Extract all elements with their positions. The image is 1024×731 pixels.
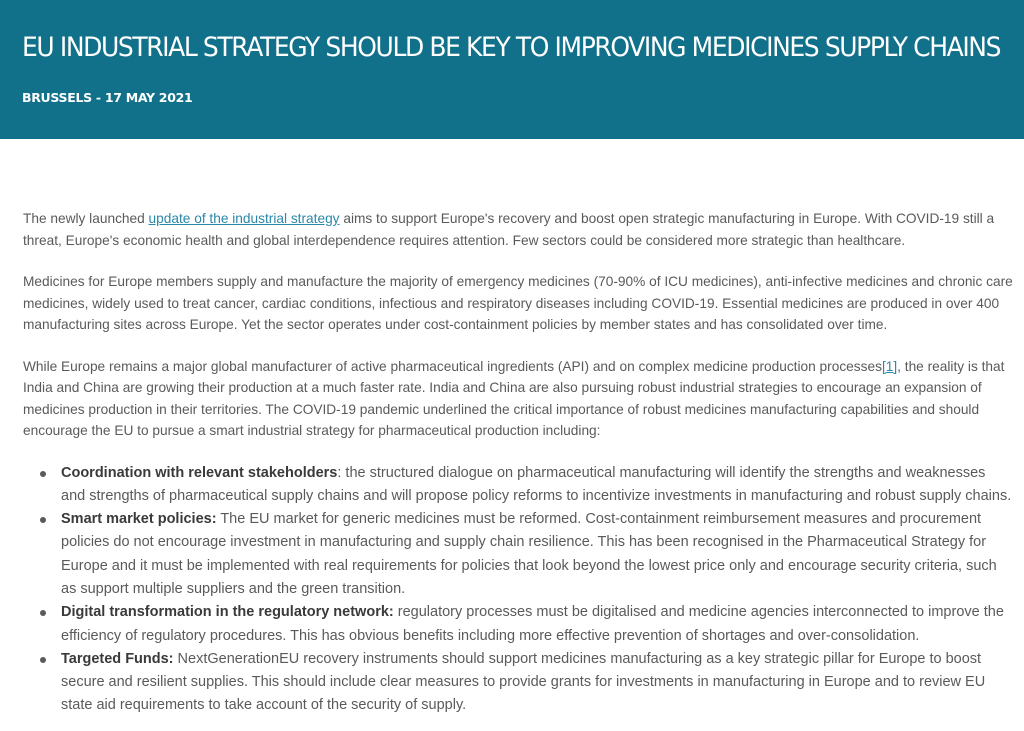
bullet-icon <box>40 610 46 616</box>
bullet-icon <box>40 657 46 663</box>
bullet-icon <box>40 471 46 477</box>
paragraph-members: Medicines for Europe members supply and manufacture the majority of emergency medicines (70-90% of ICU medicines), anti-infective medicines and chronic care medicines, widely used to treat cancer, cardiac conditions, infectious and respiratory diseases including COVID-19. Essential medicines are produced in over 400 manufacturing sites across Europe. Yet the sector operates under cost-containment policies by member states and has consolidated over time. <box>23 274 1013 332</box>
list-item: Smart market policies: The EU market for generic medicines must be reformed. Cost-containment reimbursement measures and procurement policies do not encourage investment in manufacturing and supply chain resilience. This has been recognised in the Pharmaceutical Strategy for Europe and it must be implemented with real requirements for policies that look beyond the lowest price only and encourage security criteria, such as support multiple suppliers and the green transition. <box>23 508 1013 601</box>
page-title: EU INDUSTRIAL STRATEGY SHOULD BE KEY TO IMPROVING MEDICINES SUPPLY CHAINS <box>22 30 1001 63</box>
paragraph-intro: The newly launched update of the industrial strategy aims to support Europe's recovery and boost open strategic manufacturing in Europe. With COVID-19 still a threat, Europe's economic health and global interdependence requires attention. Few sectors could be considered more strategic than healthcare. <box>23 211 995 248</box>
paragraph-api: While Europe remains a major global manufacturer of active pharmaceutical ingredients (API) and on complex medicine production processes[1], the reality is that India and China are growing their production at a much faster rate. India and China are also pursuing robust industrial strategies to encourage an expansion of medicines production in their territories. The COVID-19 pandemic underlined the critical importance of robust medicines manufacturing capabilities and should encourage the EU to pursue a smart industrial strategy for pharmaceutical production including: <box>23 358 1005 438</box>
list-item: Coordination with relevant stakeholders: the structured dialogue on pharmaceutical manufacturing will identify the strengths and weaknesses and strengths of pharmaceutical supply chains and will propose policy reforms to incentivize investments in manufacturing and robust supply chains. <box>23 462 1013 509</box>
strategy-bullet-list <box>23 462 1013 718</box>
list-item: Digital transformation in the regulatory network: regulatory processes must be digitalised and medicine agencies interconnected to improve the efficiency of regulatory procedures. This has obvious benefits including more effective prevention of shortages and over-consolidation. <box>23 601 1013 648</box>
list-item: Targeted Funds: NextGenerationEU recovery instruments should support medicines manufacturing as a key strategic pillar for Europe to boost secure and resilient supplies. This should include clear measures to provide grants for investments in manufacturing in Europe and to review EU state aid requirements to take account of the security of supply. <box>23 648 1013 718</box>
header-banner <box>0 0 1024 139</box>
footnote-link[interactable]: [1] <box>881 358 898 374</box>
article-body <box>23 208 1013 718</box>
dateline: BRUSSELS - 17 MAY 2021 <box>22 90 193 105</box>
industrial-strategy-link[interactable]: update of the industrial strategy <box>148 211 340 226</box>
bullet-icon <box>40 517 46 523</box>
